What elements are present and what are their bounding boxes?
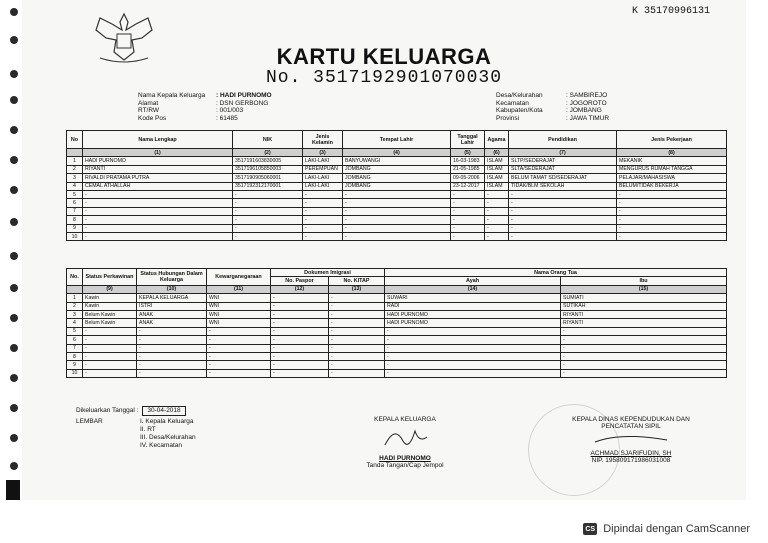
member-row: 7 - - - - - - - - (67, 207, 727, 215)
document-title: KARTU KELUARGA (276, 44, 492, 69)
official-signature-icon (591, 430, 671, 448)
status-row: 2 Kawin ISTRI WNI - - RADI SUTIKAH (67, 302, 727, 310)
family-card-number: No. 3517192901070030 (265, 68, 503, 88)
status-row: 4 Belum Kawin ANAK WNI - - HADI PURNOMO RIYANTI (67, 319, 727, 327)
issue-date: 30-04-2018 (142, 406, 185, 416)
status-row: 10 - - - - - - - (67, 369, 727, 377)
family-status-table: No. Status Perkawinan Status Hubungan Dalam Keluarga Kewarganegaraan Dokumen Imigrasi Nama Orang Tua No. Paspor No. KITAP Ayah Ibu (9) (10) (11) (12) (13) (14) (15) 1 Kawin KEPALA KELUARGA WNI - - SUWARI SUMIATI 2 Kawin ISTRI WNI - - RADI SUTIKAH 3 Belum Kawin ANAK WNI - - HADI PURNOMO RIYANTI 4 Belum Kawin ANAK WNI - - HADI PURNOMO RIYANTI 5 - - - - - - - 6 - - - - - - - 7 - - - - - - - 8 - - - - - - - 9 - - - - - - - 10 - - - - - - - (66, 268, 727, 378)
camscanner-watermark: CS Dipindai dengan CamScanner (583, 523, 750, 535)
serial-number: K 35170996131 (631, 6, 710, 17)
status-row: 6 - - - - - - - (67, 336, 727, 344)
issue-info: Dikeluarkan Tanggal : 30-04-2018 LEMBAR I. Kepala Keluarga II. RT III. Desa/Kelurahan IV. Kecamatan (76, 407, 196, 449)
status-row: 7 - - - - - - - (67, 344, 727, 352)
member-row: 5 - - - - - - - - (67, 190, 727, 198)
status-row: 1 Kawin KEPALA KELUARGA WNI - - SUWARI SUMIATI (67, 294, 727, 302)
head-of-family-info: Nama Kepala Keluarga : HADI PURNOMO Alamat : DSN GERBONG RT/RW : 001/003 Kode Pos : 61485 (138, 92, 272, 122)
region-info: Desa/Kelurahan : SAMBIREJO Kecamatan : JOGOROTO Kabupaten/Kota : JOMBANG Provinsi : JAWA TIMUR (496, 92, 610, 122)
official-signature-block: KEPALA DINAS KEPENDUDUKAN DAN PENCATATAN SIPIL ACHMAD SJARIFUDIN, SH NIP. 195809171986031008 (572, 416, 690, 464)
camscanner-icon: CS (583, 523, 597, 535)
member-row: 10 - - - - - - - - (67, 232, 727, 240)
signature-icon (375, 423, 435, 453)
member-row: 3 RIVALDI PRATAMA PUTRA 3517190905060001 LAKI-LAKI JOMBANG 09-05-2006 ISLAM BELUM TAMAT SD/SEDERAJAT PELAJAR/MAHASISWA (67, 174, 727, 182)
status-row: 9 - - - - - - - (67, 361, 727, 369)
status-row: 8 - - - - - - - (67, 352, 727, 360)
head-signature-block: KEPALA KELUARGA HADI PURNOMO Tanda Tangan/Cap Jempol (366, 416, 444, 469)
member-row: 8 - - - - - - - - (67, 216, 727, 224)
member-row: 4 CEMAL ATHALLAH 3517192312170001 LAKI-LAKI JOMBANG 23-12-2017 ISLAM TIDAK/BLM SEKOLAH BELUM/TIDAK BEKERJA (67, 182, 727, 190)
member-row: 1 HADI PURNOMO 3517191603830005 LAKI-LAKI BANYUWANGI 16-03-1983 ISLAM SLTP/SEDERAJAT MEKANIK (67, 157, 727, 165)
member-row: 6 - - - - - - - - (67, 199, 727, 207)
member-row: 9 - - - - - - - - (67, 224, 727, 232)
status-row: 5 - - - - - - - (67, 327, 727, 335)
family-members-table: No Nama Lengkap NIK Jenis Kelamin Tempat Lahir Tanggal Lahir Agama Pendidikan Jenis Pekerjaan (1) (2) (3) (4) (5) (6) (7) (8) 1 HADI PURNOMO 3517191603830005 LAKI-LAKI BANYUWANGI 16-03-1983 ISLAM SLTP/SEDERAJAT MEKANIK 2 RIYANTI 3517196105850003 PEREMPUAN JOMBANG 21-05-1985 ISLAM SLTA/SEDERAJAT MENGURUS RUMAH TANGGA 3 RIVALDI PRATAMA PUTRA 3517190905060001 LAKI-LAKI JOMBANG 09-05-2006 ISLAM BELUM TAMAT SD/SEDERAJAT PELAJAR/MAHASISWA 4 CEMAL ATHALLAH 3517192312170001 LAKI-LAKI JOMBANG 23-12-2017 ISLAM TIDAK/BLM SEKOLAH BELUM/TIDAK BEKERJA 5 - - - - - - - - 6 - - - - - - - - 7 - - - - - - - - 8 - - - - - - - - 9 - - - - - - - - 10 - - - - - - - - (66, 130, 727, 241)
member-row: 2 RIYANTI 3517196105850003 PEREMPUAN JOMBANG 21-05-1985 ISLAM SLTA/SEDERAJAT MENGURUS RUMAH TANGGA (67, 165, 727, 173)
status-row: 3 Belum Kawin ANAK WNI - - HADI PURNOMO RIYANTI (67, 310, 727, 318)
